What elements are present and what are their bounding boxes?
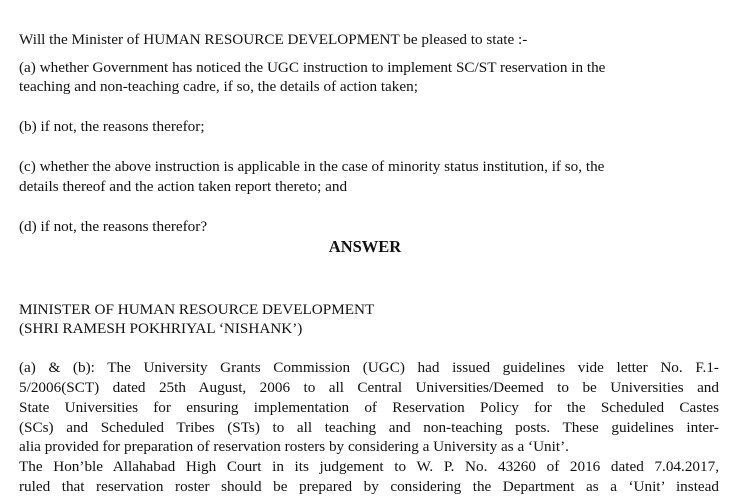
answer-line-6: The Hon’ble Allahabad High Court in its judgement to W. P. No. 43260 of 2016 dated 7.04.2017, [19, 458, 719, 475]
answer-line-1: (a) & (b): The University Grants Commission (UGC) had issued guidelines vide letter No. F.1- [19, 359, 719, 376]
question-c-line-2: details thereof and the action taken report thereto; and [19, 178, 348, 195]
question-b: (b) if not, the reasons therefor; [19, 118, 205, 135]
answer-line-3: State Universities for ensuring implementation of Reservation Policy for the Scheduled Castes [19, 399, 719, 416]
question-a-line-2: teaching and non-teaching cadre, if so, the details of action taken; [19, 78, 418, 95]
answer-heading: ANSWER [328, 237, 402, 256]
answer-line-5: alia provided for preparation of reservation rosters by considering a University as a ‘Unit’. [19, 438, 569, 455]
minister-title: MINISTER OF HUMAN RESOURCE DEVELOPMENT [19, 301, 375, 318]
question-d: (d) if not, the reasons therefor? [19, 218, 208, 235]
question-a-line-1: (a) whether Government has noticed the UGC instruction to implement SC/ST reservation in the [19, 59, 606, 76]
answer-line-2: 5/2006(SCT) dated 25th August, 2006 to all Central Universities/Deemed to be Universities and [19, 379, 719, 396]
minister-name: (SHRI RAMESH POKHRIYAL ‘NISHANK’) [19, 320, 303, 337]
answer-line-7: ruled that reservation roster should be prepared by considering the Department as a ‘Unit’ instead [19, 478, 719, 495]
answer-line-4: (SCs) and Scheduled Tribes (STs) to all teaching and non-teaching posts. These guidelines inter- [19, 419, 719, 436]
question-intro: Will the Minister of HUMAN RESOURCE DEVELOPMENT be pleased to state :- [19, 31, 528, 48]
question-c-line-1: (c) whether the above instruction is applicable in the case of minority status institution, if so, the [19, 158, 605, 175]
